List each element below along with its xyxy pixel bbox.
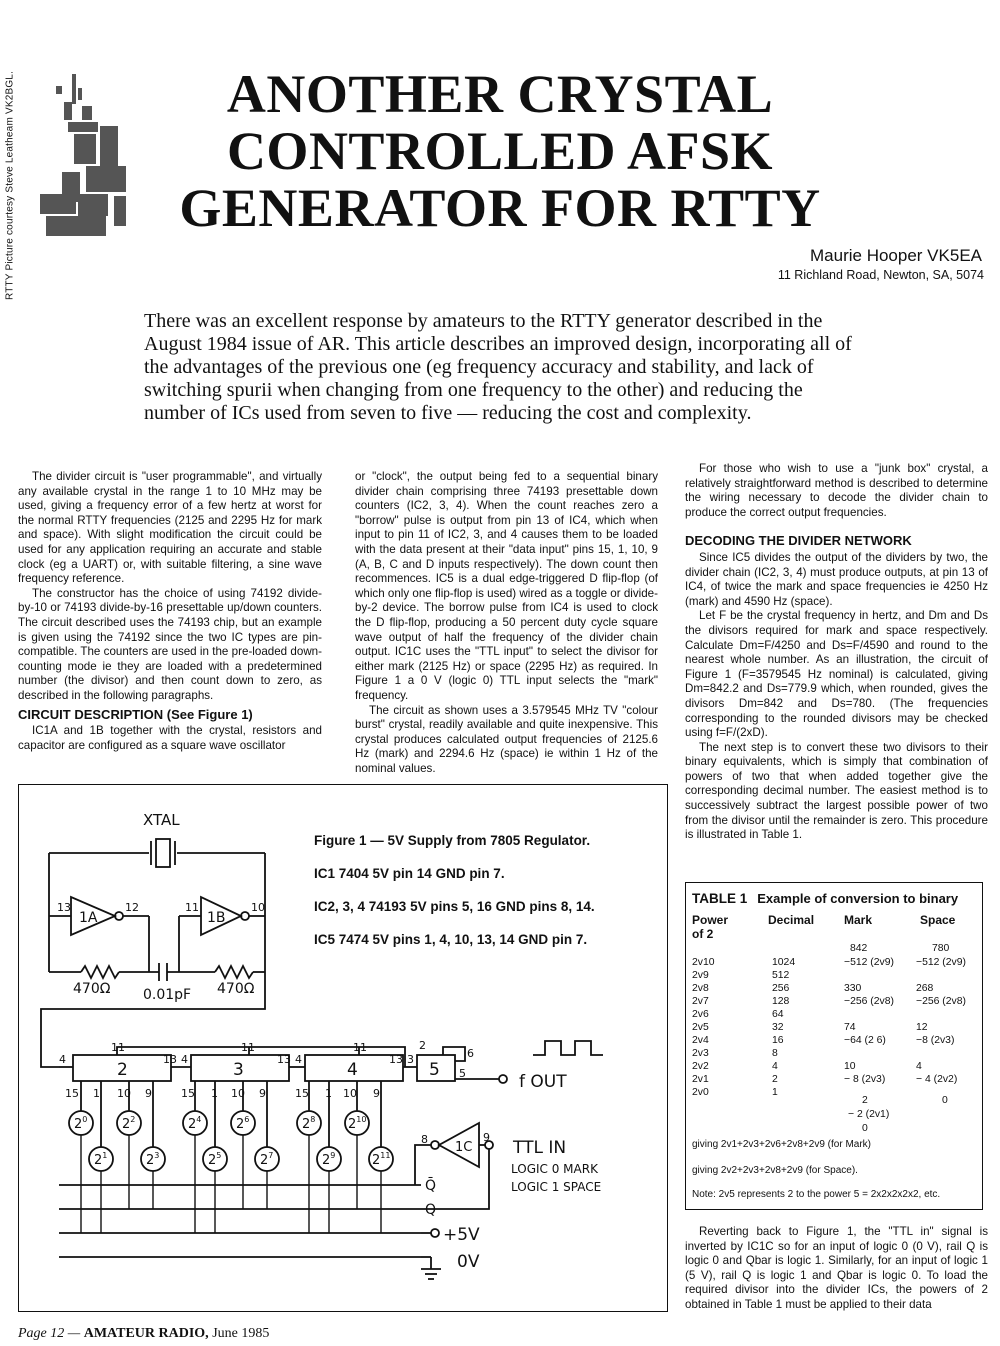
table-cell: 2v8	[692, 983, 709, 994]
table-cell: 2v9	[692, 970, 709, 981]
svg-text:28: $2^8$	[302, 1115, 316, 1132]
table-cell: 74	[844, 1022, 856, 1033]
svg-text:10: 10	[117, 1087, 131, 1100]
paragraph: The circuit as shown uses a 3.579545 MHz TV "colour burst" crystal, readily available and quite inexpensive. This crystal produces calculated output frequencies of 2125.6 Hz (mark) and 2294.6 Hz (space) ie within 1 Hz of the nominal values.	[355, 703, 658, 775]
logic1-label: LOGIC 1 SPACE	[511, 1180, 602, 1194]
svg-text:8: 8	[421, 1133, 428, 1146]
header-mark: Mark	[844, 913, 873, 927]
column-3-continued	[685, 1225, 988, 1313]
svg-text:13: 13	[277, 1053, 291, 1066]
paragraph: Let F be the crystal frequency in hertz, and Dm and Ds the divisors required for mark and space respectively. Calculate Dm=F/4250 and Ds=F/4590 and round to the nearest whole number. As an illustration, the circuit of Figure 1 (F=3579545 Hz nominal) is calculated, giving Dm=842.2 and Ds=779.9 which, when rounded, gives the divisors Dm=842 and Ds=780. (The frequencies corresponding to the rounded divisors may be checked using f=F/(2xD).	[685, 609, 988, 740]
figure-note: IC2, 3, 4 74193 5V pins 5, 16 GND pins 8, 14.	[314, 899, 595, 914]
ic1b-label: 1B	[207, 910, 226, 926]
svg-text:13: 13	[163, 1053, 177, 1066]
header-power: Power of 2	[692, 913, 729, 941]
article-title: ANOTHER CRYSTAL CONTROLLED AFSK GENERATOR FOR RTTY	[179, 64, 821, 238]
table-cell: 2v7	[692, 996, 709, 1007]
table-cell: 2v10	[692, 957, 715, 968]
giving-mark: giving 2v1+2v3+2v6+2v8+2v9 (for Mark)	[692, 1139, 871, 1150]
svg-text:4: 4	[59, 1053, 66, 1066]
paragraph: The divider circuit is "user programmable", and virtually any available crystal in the range 1 to 10 MHz may be used, giving a frequency error of a few hertz at worst for the normal RTTY frequencies (2125 and 2295 Hz for mark and space). With slight modification the circuit could be used for any application requiring an accurate and stable clock (eg a UART) or, with suitable filtering, a sine wave frequency reference.	[18, 470, 322, 586]
svg-text:1: 1	[93, 1087, 100, 1100]
paragraph: The next step is to convert these two divisors to their binary equivalents, which is simply that combination of powers of two that when added together give the corresponding decimal number. The easiest method is to successively subtract the largest possible power of two from the divisor until the remainder is zero. This procedure is illustrated in Table 1.	[685, 740, 988, 842]
resistor-2	[215, 966, 253, 978]
table-cell: 2	[772, 1074, 778, 1085]
power-labels	[74, 1115, 390, 1168]
svg-text:22: $2^2$	[122, 1115, 136, 1132]
section-heading: CIRCUIT DESCRIPTION (See Figure 1)	[18, 706, 253, 722]
paragraph: or "clock", the output being fed to a sequential binary divider chain comprising three 74193 presettable down counters (IC2, 3, 4). When the count reaches zero a "borrow" pulse is output from pin 13 of IC4, which when input to pin 11 of IC2, 3, and 4 causes them to be loaded with the data present at their "data input" pins 15, 1, 10, 9 (A, B, C and D inputs respectively). The down count then recommences. IC5 is a dual edge-triggered D flip-flop (of which only one flip-flop is used) wired as a toggle or divide-by-2 device. The borrow pulse from IC4 is used to clock the D flip-flop, producing a 50 percent duty cycle square wave output of half the frequency of the divider chain output. IC1C uses the "TTL input" to select the divisor for either mark (2125 Hz) or space (2295 Hz) as required. In Figure 1 a 0 V (logic 0) TTL input selects the "mark" frequency.	[355, 470, 658, 702]
table-cell: 512	[772, 970, 790, 981]
table-cell: −512 (2v9)	[844, 957, 894, 968]
figure-1	[18, 784, 668, 1312]
svg-text:Q̄: Q̄	[425, 1178, 437, 1194]
plus5v-label: +5V	[443, 1225, 480, 1245]
table-cell: 2v4	[692, 1035, 709, 1046]
logic0-label: LOGIC 0 MARK	[511, 1162, 598, 1176]
svg-text:3: 3	[407, 1053, 414, 1066]
svg-text:9: 9	[373, 1087, 380, 1100]
paragraph: For those who wish to use a "junk box" crystal, a relatively straightforward method is described to determine the wiring necessary to decode the divider chain to produce the correct output frequencies.	[685, 462, 988, 519]
table-title: TABLE 1 Example of conversion to binary	[692, 891, 959, 906]
svg-text:9: 9	[145, 1087, 152, 1100]
svg-text:24: $2^4$	[188, 1115, 202, 1132]
table-cell: 2v6	[692, 1009, 709, 1020]
svg-text:3: 3	[233, 1060, 244, 1080]
rtty-illustration	[26, 66, 136, 256]
table-cell: 4	[772, 1061, 778, 1072]
author-address: 11 Richland Road, Newton, SA, 5074	[777, 268, 984, 282]
svg-text:10: 10	[231, 1087, 245, 1100]
r1-label: 470Ω	[73, 981, 111, 997]
svg-text:9: 9	[259, 1087, 266, 1100]
svg-text:25: $2^5$	[208, 1151, 222, 1168]
svg-text:13: 13	[57, 901, 71, 914]
table-cell: 4	[916, 1061, 922, 1072]
svg-text:15: 15	[181, 1087, 195, 1100]
paragraph: The constructor has the choice of using 74192 divide-by-10 or 74193 divide-by-16 presettable up/down counters. The circuit described uses the 74193 chip, but an example is given using the 74192 since the two IC types are pin-compatible. The counters are used in the pre-loaded down-counting mode ie they are loaded with a predetermined number (the divisor) and then count down to zero, as described in the following paragraphs.	[18, 586, 322, 702]
svg-text:1: 1	[211, 1087, 218, 1100]
zero-volt-label: 0V	[457, 1252, 480, 1272]
svg-text:11: 11	[241, 1041, 255, 1054]
table-cell: 8	[772, 1048, 778, 1059]
svg-text:26: $2^6$	[236, 1115, 250, 1132]
svg-text:6: 6	[467, 1047, 474, 1060]
figure-note: IC1 7404 5V pin 14 GND pin 7.	[314, 866, 505, 881]
table-note: Note: 2v5 represents 2 to the power 5 = 2x2x2x2x2, etc.	[692, 1189, 941, 1200]
figure-notes	[314, 833, 595, 965]
xtal-label: XTAL	[143, 811, 180, 829]
svg-text:13: 13	[389, 1053, 403, 1066]
table-cell: 330	[844, 983, 862, 994]
svg-text:4: 4	[295, 1053, 302, 1066]
svg-text:21: $2^1$	[94, 1151, 108, 1168]
section-heading: DECODING THE DIVIDER NETWORK	[685, 533, 912, 549]
table-1: TABLE 1 Example of conversion to binary Power of 2 Decimal Mark Space 842 780 2v10 1024 −512 (2v9) −512 (2v9) 2v9 512 2v8 256 330 268 2v7 128 −256 (2v8) −256 (2v8) 2v6 64 2v5 32 74 12 2v4 16 −64 (2 6) −8 (2v3) 2v3 8 2v2 4 10 4 2v1 2 − 8 (2v3) − 4 (2v2) 2v0 1 2 0 − 2 (2v1) 0 giving 2v1+2v3+2v6+2v8+2v9 (for Mark) giving 2v2+2v3+2v8+2v9 (for Space). Note: 2v5 represents 2 to the power 5 = 2x2x2x2x2, etc.	[685, 882, 983, 1210]
svg-text:1: 1	[325, 1087, 332, 1100]
table-cell: − 4 (2v2)	[916, 1074, 958, 1085]
table-cell: −512 (2v9)	[916, 957, 966, 968]
table-cell: −64 (2 6)	[844, 1035, 886, 1046]
column-1	[18, 470, 322, 753]
ttl-in-label: TTL IN	[513, 1138, 567, 1158]
table-cell: 10	[844, 1061, 856, 1072]
intro-paragraph: There was an excellent response by amateurs to the RTTY generator described in the August 1984 issue of AR. This article describes an improved design, incorporating all of the advantages of the previous one (eg frequency accuracy and stability, and lack of switching spurii when changing from one frequency to the other) and reducing the number of ICs used from seven to five — reducing the cost and complexity.	[144, 310, 852, 424]
table-cell: −256 (2v8)	[844, 996, 894, 1007]
column-2	[355, 470, 658, 776]
mark-start: 842	[850, 943, 868, 954]
svg-text:29: $2^9$	[322, 1151, 336, 1168]
figure-caption: Figure 1 — 5V Supply from 7805 Regulator.	[314, 833, 591, 848]
svg-text:27: $2^7$	[260, 1151, 274, 1168]
table-cell: 32	[772, 1022, 784, 1033]
svg-text:10: 10	[251, 901, 265, 914]
space-start: 780	[932, 943, 950, 954]
svg-text:4: 4	[347, 1060, 358, 1080]
svg-text:12: 12	[125, 901, 139, 914]
svg-text:2: 2	[117, 1060, 128, 1080]
svg-text:211: $2^{11}$	[372, 1151, 391, 1168]
square-wave-symbol	[533, 1041, 603, 1055]
table-cell: 1	[772, 1087, 778, 1098]
table-cell: 12	[916, 1022, 928, 1033]
figure-note: IC5 7474 5V pins 1, 4, 10, 13, 14 GND pin 7.	[314, 932, 588, 947]
author-name: Maurie Hooper VK5EA	[810, 246, 982, 265]
table-cell: 1024	[772, 957, 796, 968]
svg-text:11: 11	[353, 1041, 367, 1054]
cap-label: 0.01pF	[143, 987, 192, 1003]
table-cell: 2v0	[692, 1087, 709, 1098]
paragraph: IC1A and 1B together with the crystal, resistors and capacitor are configured as a square wave oscillator	[18, 724, 322, 752]
table-cell: 256	[772, 983, 790, 994]
table-cell: 64	[772, 1009, 784, 1020]
table-cell: 16	[772, 1035, 784, 1046]
svg-text:20: $2^0$	[74, 1115, 88, 1132]
table-cell: 2v3	[692, 1048, 709, 1059]
svg-text:4: 4	[181, 1053, 188, 1066]
ic1c-label: 1C	[455, 1140, 473, 1155]
r2-label: 470Ω	[217, 981, 255, 997]
svg-text:5: 5	[429, 1060, 440, 1080]
column-3	[685, 462, 988, 843]
table-cell: −8 (2v3)	[916, 1035, 955, 1046]
svg-text:23: $2^3$	[146, 1151, 160, 1168]
resistor-1	[81, 966, 119, 978]
table-cell: 2v1	[692, 1074, 709, 1085]
giving-space: giving 2v2+2v3+2v8+2v9 (for Space).	[692, 1165, 858, 1176]
table-cell: − 8 (2v3)	[844, 1074, 886, 1085]
fout-label: f OUT	[519, 1072, 567, 1092]
svg-text:5: 5	[459, 1067, 466, 1080]
svg-text:210: $2^{10}$	[348, 1115, 367, 1132]
svg-text:15: 15	[295, 1087, 309, 1100]
ic1a-label: 1A	[79, 910, 98, 926]
header-decimal: Decimal	[768, 913, 815, 927]
page-footer: Page 12 — AMATEUR RADIO, June 1985	[18, 1326, 270, 1341]
table-cell: 2v2	[692, 1061, 709, 1072]
svg-text:15: 15	[65, 1087, 79, 1100]
paragraph: Reverting back to Figure 1, the "TTL in" signal is inverted by IC1C so for an input of logic 0 (0 V), rail Q is logic 0 and Qbar is logic 1. Similarly, for an input of logic 1 (5 V), rail Q is logic 1 and Qbar is logic 0. To load the required divisor into the divider ICs, the powers of 2 obtained in Table 1 must be applied to their data	[685, 1225, 988, 1311]
picture-credit: RTTY Picture courtesy Steve Leatheam VK2BGL.	[4, 70, 16, 301]
paragraph: Since IC5 divides the output of the dividers by two, the divider chain (IC2, 3, 4) must produce outputs, at pin 13 of IC4, of twice the mark and space frequencies ie 4250 Hz (mark) and 4590 Hz (space).	[685, 550, 988, 608]
svg-text:10: 10	[343, 1087, 357, 1100]
header-space: Space	[920, 913, 956, 927]
svg-text:11: 11	[111, 1041, 125, 1054]
table-cell: −256 (2v8)	[916, 996, 966, 1007]
table-cell: 268	[916, 983, 934, 994]
svg-text:11: 11	[185, 901, 199, 914]
svg-text:Q: Q	[425, 1202, 437, 1218]
table-cell: 2v5	[692, 1022, 709, 1033]
svg-text:9: 9	[483, 1131, 490, 1144]
svg-text:2: 2	[419, 1039, 426, 1052]
table-cell: 128	[772, 996, 790, 1007]
